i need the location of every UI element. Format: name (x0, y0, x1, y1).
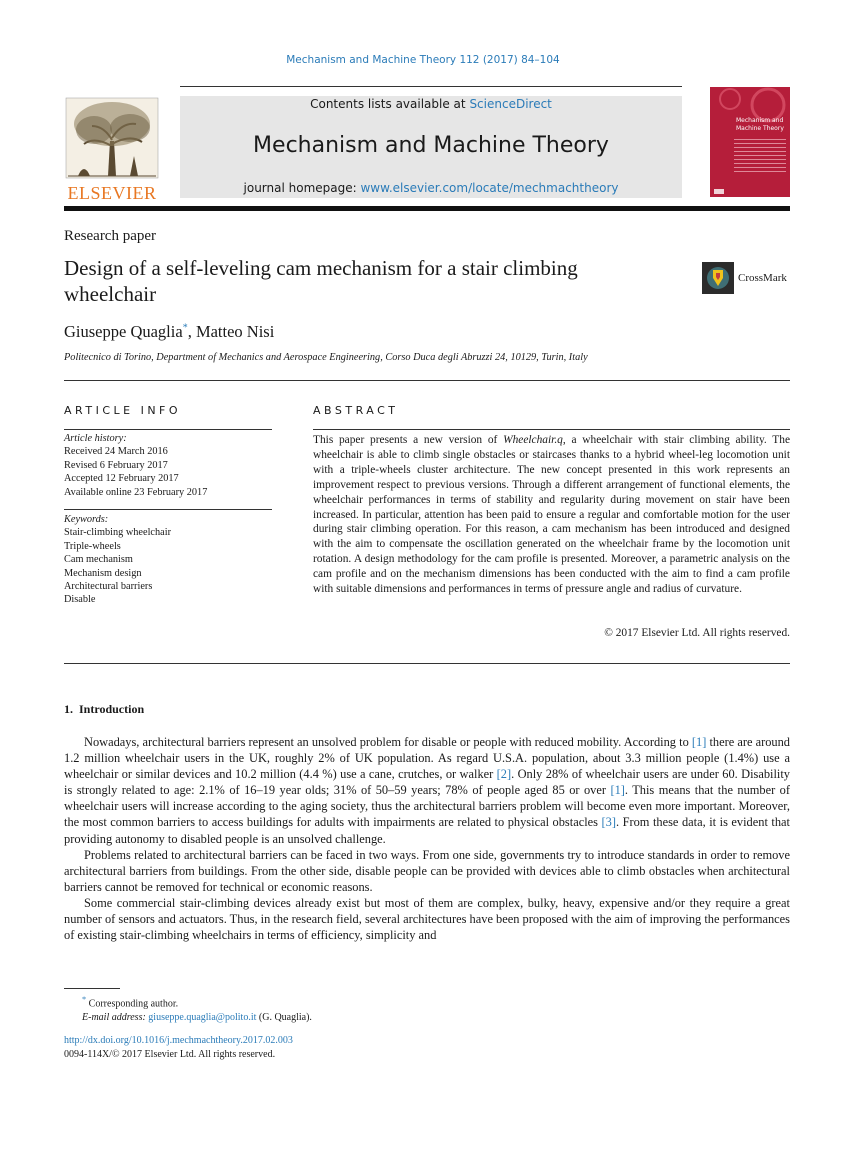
section-heading-introduction: 1. Introduction (64, 702, 145, 716)
reference-link[interactable]: [3] (601, 815, 616, 830)
footnote-rule (64, 988, 120, 989)
elsevier-wordmark: ELSEVIER (67, 183, 157, 203)
paragraph: Some commercial stair-climbing devices already exist but most of them are complex, bulky, heavy, expensive and/or they require a great number of sensors and actuators. Thus, in the research field, several architectures have been proposed with the aim of improving the performances of existing stair-climbing wheelchairs in terms of efficiency, simplicity and (64, 895, 790, 943)
reference-link[interactable]: [1] (610, 783, 625, 798)
keyword: Architectural barriers (64, 581, 153, 593)
header-thick-rule (64, 206, 790, 211)
keyword: Stair-climbing wheelchair (64, 527, 172, 539)
author-name: Matteo Nisi (195, 322, 275, 341)
paragraph: Problems related to architectural barriers can be faced in two ways. From one side, governments try to introduce standards in order to remove architectural barriers from buildings. From the other side, disable people can be provided with devices able to climb obstacles when architectural barriers cannot be removed for technical or economic reasons. (64, 847, 790, 894)
sciencedirect-link[interactable]: ScienceDirect (469, 97, 552, 111)
abstract-rule (313, 429, 790, 430)
article-info-heading: ARTICLE INFO (64, 404, 182, 417)
issn-line: 0094-114X/© 2017 Elsevier Ltd. All rights reserved. (64, 1048, 276, 1060)
history-item: Revised 6 February 2017 (64, 459, 168, 471)
elsevier-logo (64, 96, 160, 203)
abstract-copyright: © 2017 Elsevier Ltd. All rights reserved. (604, 627, 790, 639)
cover-text-lines (734, 139, 786, 173)
crossmark-icon[interactable] (702, 262, 734, 294)
history-label: Article history: (64, 433, 127, 444)
email-note: E-mail address: giuseppe.quaglia@polito.it (G. Quaglia). (82, 1012, 312, 1024)
citation-link[interactable]: Mechanism and Machine Theory 112 (2017) 84–104 (286, 54, 560, 66)
footnotes (64, 993, 312, 1025)
introduction-body (64, 734, 790, 943)
article-history (64, 432, 272, 499)
corresponding-author-marker[interactable]: * (182, 322, 188, 334)
journal-cover (710, 87, 790, 197)
keyword: Mechanism design (64, 567, 142, 579)
article-info-rule (64, 429, 272, 430)
homepage-link[interactable]: www.elsevier.com/locate/mechmachtheory (360, 181, 619, 195)
cover-title-1: Mechanism and (736, 117, 784, 124)
elsevier-tree-icon (64, 96, 160, 180)
contents-line: Contents lists available at ScienceDirect (310, 97, 552, 111)
paragraph: Nowadays, architectural barriers represent an unsolved problem for disable or people with reduced mobility. According to [1] there are around 1.2 million wheelchair users in the UK, roughly 2% of UK population. As regard U.S.A. population, about 3.3 million people (1.4%) use a wheelchair or similar devices and 10.2 million (4.4 %) use a cane, crutches, or walker [2]. Only 28% of wheelchair users are under 60. Disability is strongly related to age: 2.1% of 16–19 year olds; 31% of 50–59 years; 78% of people aged 85 or over [1]. This means that the number of wheelchair users will increase according to the aging society, thus the architectural barriers problem will become even more important. Moreover, the most common barriers to access buildings for adults with impairments are related to physical obstacles [3]. From these data, it is evident that providing autonomy to disabled people is an unsolved challenge. (64, 735, 791, 846)
affiliation: Politecnico di Torino, Department of Mechanics and Aerospace Engineering, Corso Duca degli Abruzzi 24, 10129, Turin, Italy (64, 352, 588, 363)
header-rule (180, 86, 682, 87)
reference-link[interactable]: [1] (691, 735, 707, 749)
keyword: Cam mechanism (64, 554, 133, 566)
keywords-label: Keywords: (64, 514, 109, 525)
section-rule (64, 380, 790, 381)
history-item: Accepted 12 February 2017 (64, 473, 179, 485)
abstract-end-rule (64, 663, 790, 664)
keyword: Disable (64, 594, 96, 606)
keyword: Triple-wheels (64, 540, 121, 552)
doi-link[interactable]: http://dx.doi.org/10.1016/j.mechmachtheory.2017.02.003 (64, 1035, 293, 1046)
author-list: Giuseppe Quaglia*, Matteo Nisi (64, 322, 275, 341)
crossmark-label[interactable]: CrossMark (738, 272, 787, 284)
reference-link[interactable]: [2] (496, 767, 512, 782)
journal-header-box (180, 96, 682, 198)
corresponding-author-note: * Corresponding author. (82, 995, 179, 1010)
paper-title: Design of a self-leveling cam mechanism for a stair climbing wheelchair (64, 256, 578, 306)
abstract-text: This paper presents a new version of Wheelchair.q, a wheelchair with stair climbing ability. The wheelchair is able to climb single obstacles or staircases thanks to a hybrid wheel-leg locomotion unit with a triple-wheels cluster architecture. The new concept presented in this work represents an improvement respect to previous versions. Through a different arrangement of functional elements, the wheelchair performances in terms of stability and regularity during movement on stair have been increased. In particular, attention has been paid to ensure a regular and comfortable motion for the user during stair climbing operation. For this reason, a cam mechanism has been introduced and designed with the aim to compensate the oscillation generated on the wheelchair frame by the locomotion unit rotation. A design methodology for the cam profile is presented. Moreover, a parametric analysis on the cam profile and on the mechanism dimensions has been conducted with the aim to find a cam profile with suitable dimensions and performances in terms of pressure angle and radius of curvature. (313, 434, 790, 596)
article-type: Research paper (64, 228, 157, 244)
email-link[interactable]: giuseppe.quaglia@polito.it (148, 1012, 257, 1024)
keywords-list (64, 513, 272, 607)
keywords-rule (64, 509, 272, 510)
abstract-heading: ABSTRACT (313, 404, 399, 417)
cover-title-2: Machine Theory (736, 125, 784, 132)
doi-block (64, 1034, 293, 1061)
author-name: Giuseppe Quaglia (64, 322, 183, 341)
journal-citation (0, 54, 846, 66)
homepage-line: journal homepage: www.elsevier.com/locate/mechmachtheory (243, 181, 619, 195)
journal-title: Mechanism and Machine Theory (253, 133, 609, 158)
history-item: Available online 23 February 2017 (64, 486, 208, 498)
history-item: Received 24 March 2016 (64, 446, 168, 458)
